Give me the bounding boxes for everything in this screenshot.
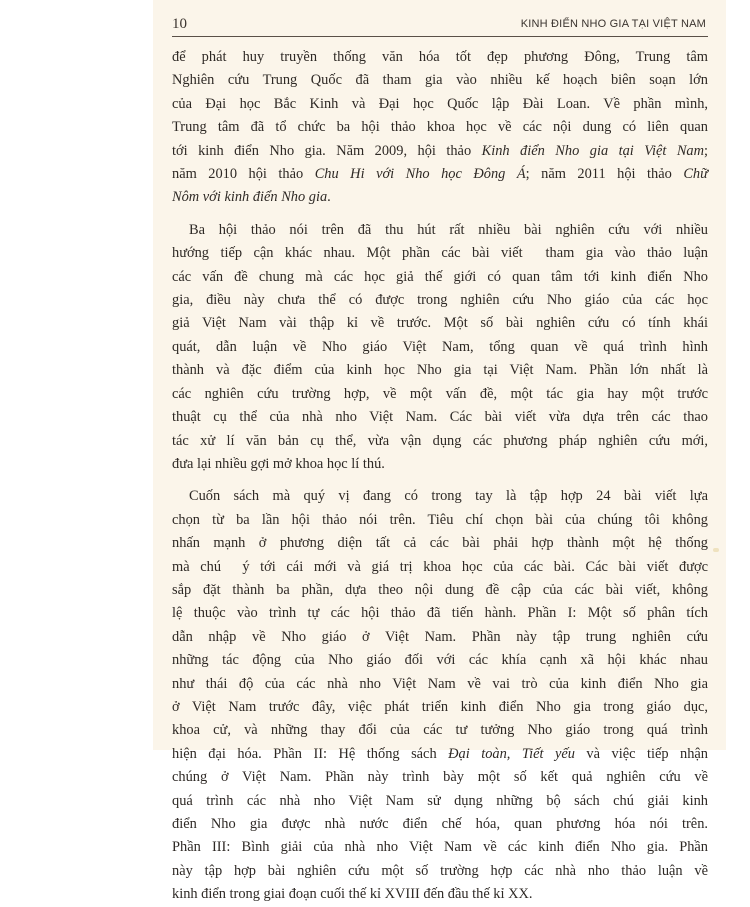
italic-title: Chữ [683, 166, 708, 183]
text-run: này tập hợp bài nghiên cứu một số trường hợp các nhà nho thảo luận về [172, 862, 708, 879]
text-line [172, 336, 708, 359]
text-line [172, 602, 708, 625]
text-line [172, 813, 708, 836]
text-line [172, 116, 708, 139]
text-line [172, 532, 708, 555]
text-run: quát, dẫn luận về Nho giáo Việt Nam, tổng quan về quá trình hình [172, 338, 708, 355]
text-run: hướng tiếp cận khác nhau. Một phần các bài viết tham gia vào thảo luận [172, 245, 708, 262]
text-run: giả Việt Nam vài thập kỉ về trước. Một số bài nghiên cứu có tính khái [172, 315, 708, 332]
text-run: của Đại học Bắc Kinh và Đại học Quốc lập Đài Loan. Về phần mình, [172, 95, 708, 112]
text-line [172, 359, 708, 382]
text-run: mà chú ý tới cái mới và giá trị khoa học của các bài. Các bài viết được [172, 558, 708, 575]
text-run: thuật cụ thể của nhà nho Việt Nam. Các bài viết vừa dựa trên các thao [172, 409, 708, 426]
text-line [172, 430, 708, 453]
text-run: năm 2010 hội thảo [172, 166, 315, 183]
italic-title: Đại toàn, Tiết yếu [448, 745, 575, 762]
text-run: tác xử lí văn bản cụ thể, vừa vận dụng các phương pháp nghiên cứu mới, [172, 432, 708, 449]
text-run: chọn từ ba lần hội thảo nói trên. Tiêu chí chọn bài của chúng tôi không [172, 511, 708, 528]
text-line [172, 46, 708, 69]
text-line [172, 93, 708, 116]
text-run: và việc tiếp nhận [574, 745, 708, 762]
paragraph [172, 46, 708, 210]
text-run: Trung tâm đã tổ chức ba hội thảo khoa học về các nội dung có liên quan [172, 119, 708, 136]
text-line [172, 383, 708, 406]
text-run: Nghiên cứu Trung Quốc đã tham gia vào nhiều kế hoạch biên soạn lớn [172, 72, 708, 89]
text-line [172, 406, 708, 429]
text-line [172, 790, 708, 813]
text-run: ; năm 2011 hội thảo [525, 166, 684, 183]
text-run: chúng ở Việt Nam. Phần này trình bày một số kết quả nghiên cứu về [172, 769, 708, 786]
text-run: khoa cử, và những thay đổi của các tư tưởng Nho giáo trong quá trình [172, 722, 708, 739]
text-line [172, 312, 708, 335]
text-run: Cuốn sách mà quý vị đang có trong tay là tập hợp 24 bài viết lựa [189, 488, 708, 505]
page-header [172, 14, 708, 37]
text-run: Phần III: Bình giải của nhà nho Việt Nam về các kinh điển Nho gia. Phần [172, 839, 708, 856]
text-run: đưa lại nhiều gợi mở khoa học lí thú. [172, 455, 385, 472]
page-number: 10 [172, 16, 187, 32]
text-run: những tác động của Nho giáo đối với các khía cạnh xã hội khác nhau [172, 652, 708, 669]
body-text [172, 46, 708, 907]
text-line [172, 883, 708, 906]
text-run: lệ thuộc vào trình tự các hội thảo đã tiến hành. Phần I: Một số phân tích [172, 605, 708, 622]
text-run: thành và đặc điểm của kinh học Nho gia tại Việt Nam. Phần lớn nhất là [172, 362, 708, 379]
text-run: ở Việt Nam trước đây, việc phát triển kinh điển Nho gia trong giáo dục, [172, 698, 708, 715]
text-line [172, 485, 708, 508]
text-run: quá trình các nhà nho Việt Nam sử dụng những bộ sách chú giải kinh [172, 792, 708, 809]
text-line [172, 242, 708, 265]
text-line [172, 719, 708, 742]
text-run: ; [704, 142, 709, 159]
running-head: KINH ĐIỂN NHO GIA TẠI VIỆT NAM [520, 18, 706, 30]
text-run: kinh điển trong giai đoạn cuối thế kỉ XVIII đến đầu thế kỉ XX. [172, 886, 533, 903]
text-line [172, 453, 708, 476]
text-line [172, 649, 708, 672]
text-line [172, 579, 708, 602]
italic-title: Nôm với kinh điển Nho gia [172, 189, 328, 206]
paper-speck [713, 548, 719, 552]
text-line [172, 69, 708, 92]
text-run: hiện đại hóa. Phần II: Hệ thống sách [172, 745, 449, 762]
text-line [172, 509, 708, 532]
text-line [172, 186, 708, 209]
text-line [172, 140, 708, 163]
text-run: sắp đặt thành ba phần, dựa theo nội dung đề cập của các bài viết, không [172, 581, 708, 598]
text-line [172, 556, 708, 579]
text-line [172, 836, 708, 859]
text-run: các nghiên cứu trường hợp, về một vấn đề, một tác gia hay một trước [172, 385, 708, 402]
text-line [172, 626, 708, 649]
text-run: dẫn nhập về Nho giáo ở Việt Nam. Phần này tập trung nghiên cứu [172, 628, 708, 645]
text-line [172, 219, 708, 242]
paragraph [172, 219, 708, 476]
text-line [172, 673, 708, 696]
text-run: các vấn đề chung mà các học giả thế giới có quan tâm tới kinh điển Nho [172, 268, 708, 285]
text-run: nhấn mạnh ở phương diện tất cả các bài phải hợp thành một hệ thống [172, 535, 708, 552]
text-run: gia, điều này chưa thể có được trong nghiên cứu Nho giáo của các học [172, 292, 708, 309]
italic-title: Kinh điển Nho gia tại Việt Nam [481, 142, 705, 159]
italic-title: Chu Hi với Nho học Đông Á [314, 166, 526, 183]
text-line [172, 696, 708, 719]
text-run: tới kinh điển Nho gia. Năm 2009, hội thảo [172, 142, 482, 159]
text-line [172, 860, 708, 883]
paragraph [172, 485, 708, 906]
text-run: . [327, 189, 331, 206]
text-line [172, 266, 708, 289]
text-run: điển Nho gia được nhà nước điển chế hóa, quan phương hóa nói trên. [172, 816, 708, 832]
text-line [172, 766, 708, 789]
text-run: Ba hội thảo nói trên đã thu hút rất nhiều bài nghiên cứu với nhiều [189, 221, 708, 238]
text-line [172, 163, 708, 186]
text-run: để phát huy truyền thống văn hóa tốt đẹp phương Đông, Trung tâm [172, 49, 708, 65]
text-run: như thái độ của các nhà nho Việt Nam về vai trò của kinh điển Nho gia [172, 675, 708, 692]
text-line [172, 743, 708, 766]
text-line [172, 289, 708, 312]
